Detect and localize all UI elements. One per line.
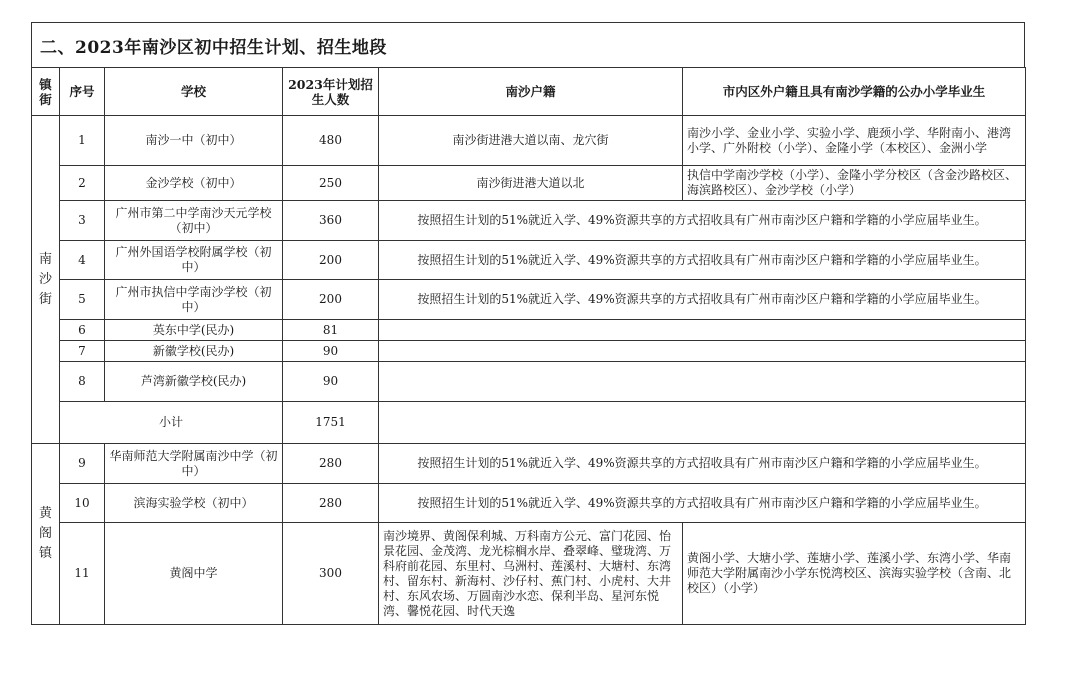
header-school: 学校 xyxy=(105,68,283,116)
seq-cell: 2 xyxy=(60,166,105,201)
seq-cell: 8 xyxy=(60,362,105,402)
enrollment-document xyxy=(31,22,1025,625)
plan-cell: 81 xyxy=(283,320,379,341)
empty-cell xyxy=(379,320,1026,341)
plan-cell: 90 xyxy=(283,341,379,362)
seq-cell: 10 xyxy=(60,484,105,523)
seq-cell: 3 xyxy=(60,201,105,241)
header-plan: 2023年计划招生人数 xyxy=(283,68,379,116)
seq-cell: 4 xyxy=(60,241,105,280)
plan-cell: 280 xyxy=(283,484,379,523)
school-cell: 华南师范大学附属南沙中学（初中） xyxy=(105,444,283,484)
header-hukou: 南沙户籍 xyxy=(379,68,683,116)
empty-cell xyxy=(379,402,1026,444)
header-row xyxy=(32,68,1026,116)
header-town: 镇街 xyxy=(32,68,60,116)
seq-cell: 6 xyxy=(60,320,105,341)
table-row xyxy=(32,444,1026,484)
rule-cell: 按照招生计划的51%就近入学、49%资源共享的方式招收具有广州市南沙区户籍和学籍的小学应届毕业生。 xyxy=(379,444,1026,484)
rule-cell: 按照招生计划的51%就近入学、49%资源共享的方式招收具有广州市南沙区户籍和学籍的小学应届毕业生。 xyxy=(379,484,1026,523)
empty-cell xyxy=(379,362,1026,402)
town-cell-nansha xyxy=(32,116,60,444)
school-cell: 金沙学校（初中） xyxy=(105,166,283,201)
plan-cell: 200 xyxy=(283,241,379,280)
school-cell: 广州外国语学校附属学校（初中） xyxy=(105,241,283,280)
table-row xyxy=(32,362,1026,402)
hukou-cell: 南沙街进港大道以北 xyxy=(379,166,683,201)
school-cell: 芦湾新徽学校(民办) xyxy=(105,362,283,402)
rule-cell: 按照招生计划的51%就近入学、49%资源共享的方式招收具有广州市南沙区户籍和学籍的小学应届毕业生。 xyxy=(379,280,1026,320)
seq-cell: 9 xyxy=(60,444,105,484)
plan-cell: 300 xyxy=(283,523,379,625)
plan-cell: 90 xyxy=(283,362,379,402)
table-row xyxy=(32,341,1026,362)
plan-cell: 360 xyxy=(283,201,379,241)
header-seq: 序号 xyxy=(60,68,105,116)
plan-cell: 200 xyxy=(283,280,379,320)
header-outside: 市内区外户籍且具有南沙学籍的公办小学毕业生 xyxy=(683,68,1026,116)
table-row xyxy=(32,320,1026,341)
rule-cell: 按照招生计划的51%就近入学、49%资源共享的方式招收具有广州市南沙区户籍和学籍的小学应届毕业生。 xyxy=(379,201,1026,241)
outside-cell: 黄阁小学、大塘小学、莲塘小学、莲溪小学、东湾小学、华南师范大学附属南沙小学东悦湾校区、滨海实验学校（含南、北校区）（小学） xyxy=(683,523,1026,625)
table-row xyxy=(32,116,1026,166)
table-row xyxy=(32,201,1026,241)
seq-cell: 5 xyxy=(60,280,105,320)
table-row xyxy=(32,241,1026,280)
enrollment-table xyxy=(31,67,1026,625)
subtotal-label: 小计 xyxy=(60,402,283,444)
hukou-cell: 南沙街进港大道以南、龙穴街 xyxy=(379,116,683,166)
town-cell-huangge xyxy=(32,444,60,625)
town-label: 南 沙 街 xyxy=(38,251,52,307)
subtotal-value: 1751 xyxy=(283,402,379,444)
plan-cell: 250 xyxy=(283,166,379,201)
table-row xyxy=(32,484,1026,523)
table-row xyxy=(32,523,1026,625)
school-cell: 黄阁中学 xyxy=(105,523,283,625)
hukou-cell: 南沙境界、黄阁保利城、万科南方公元、富门花园、怡景花园、金茂湾、龙光棕榈水岸、叠翠峰、璧珑湾、万科府前花园、东里村、乌洲村、莲溪村、大塘村、东湾村、留东村、新海村、沙仔村、蕉门村、小虎村、大井村、东风农场、万圆南沙水恋、保利半岛、星河东悦湾、馨悦花园、时代天逸 xyxy=(379,523,683,625)
seq-cell: 7 xyxy=(60,341,105,362)
school-cell: 滨海实验学校（初中） xyxy=(105,484,283,523)
school-cell: 南沙一中（初中） xyxy=(105,116,283,166)
table-row xyxy=(32,166,1026,201)
school-cell: 新徽学校(民办) xyxy=(105,341,283,362)
plan-cell: 280 xyxy=(283,444,379,484)
school-cell: 广州市第二中学南沙天元学校（初中） xyxy=(105,201,283,241)
seq-cell: 11 xyxy=(60,523,105,625)
outside-cell: 执信中学南沙学校（小学）、金隆小学分校区（含金沙路校区、海滨路校区）、金沙学校（小学） xyxy=(683,166,1026,201)
plan-cell: 480 xyxy=(283,116,379,166)
school-cell: 广州市执信中学南沙学校（初中） xyxy=(105,280,283,320)
subtotal-row xyxy=(32,402,1026,444)
outside-cell: 南沙小学、金业小学、实验小学、鹿颈小学、华附南小、港湾小学、广外附校（小学）、金隆小学（本校区）、金洲小学 xyxy=(683,116,1026,166)
rule-cell: 按照招生计划的51%就近入学、49%资源共享的方式招收具有广州市南沙区户籍和学籍的小学应届毕业生。 xyxy=(379,241,1026,280)
town-label: 黄 阁 镇 xyxy=(38,506,52,561)
empty-cell xyxy=(379,341,1026,362)
school-cell: 英东中学(民办) xyxy=(105,320,283,341)
table-row xyxy=(32,280,1026,320)
section-title: 二、2023年南沙区初中招生计划、招生地段 xyxy=(31,22,1025,67)
seq-cell: 1 xyxy=(60,116,105,166)
